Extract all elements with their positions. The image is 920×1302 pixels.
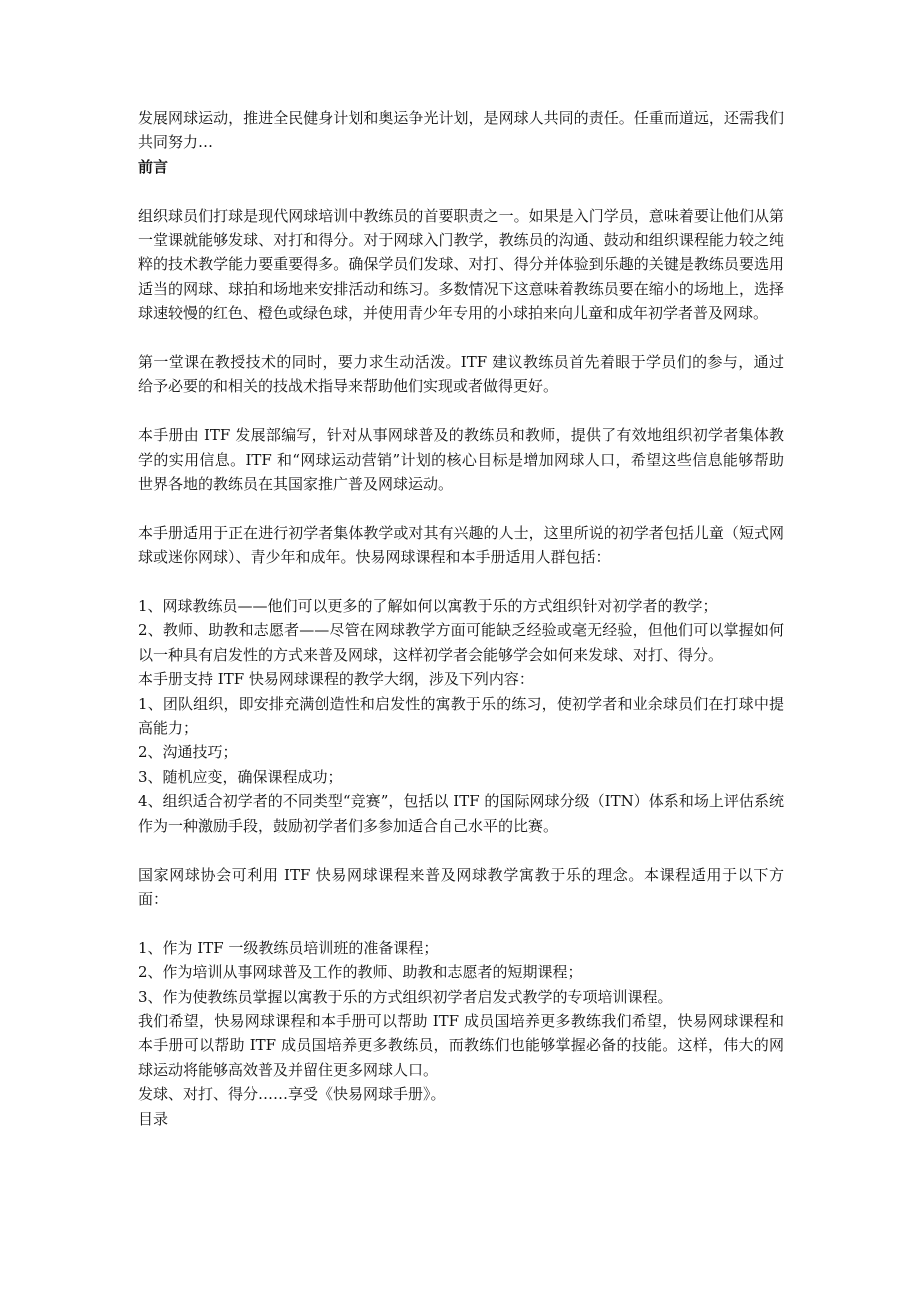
paragraph-3: 本手册由 ITF 发展部编写，针对从事网球普及的教练员和教师，提供了有效地组织初学者集体教学的实用信息。ITF 和“网球运动营销”计划的核心目标是增加网球人口，希望这些信息能够帮助世界各地的教练员在其国家推广普及网球运动。 [138, 426, 784, 494]
preface-heading: 前言 [138, 157, 169, 176]
paragraph-gap [138, 911, 784, 935]
paragraph-2: 第一堂课在教授技术的同时，要力求生动活泼。ITF 建议教练员首先着眼于学员们的参与，通过给予必要的和相关的技战术指导来帮助他们实现或者做得更好。 [138, 353, 784, 396]
paragraph-1: 组织球员们打球是现代网球培训中教练员的首要职责之一。如果是入门学员，意味着要让他们从第一堂课就能够发球、对打和得分。对于网球入门教学，教练员的沟通、鼓动和组织课程能力较之纯粹的技术教学能力要重要得多。确保学员们发球、对打、得分并体验到乐趣的关键是教练员要选用适当的网球、球拍和场地来安排活动和练习。多数情况下这意味着教练员要在缩小的场地上，选择球速较慢的红色、橙色或绿色球，并使用青少年专用的小球拍来向儿童和成年初学者普及网球。 [138, 206, 784, 323]
paragraph-gap [138, 496, 784, 520]
closing-line: 发球、对打、得分……享受《快易网球手册》。 [138, 1085, 446, 1104]
syllabus-item-3: 3、随机应变，确保课程成功； [138, 767, 343, 786]
audience-item-1: 1、网球教练员——他们可以更多的了解如何以寓教于乐的方式组织针对初学者的教学； [138, 597, 718, 616]
paragraph-gap [138, 570, 784, 594]
paragraph-gap [138, 399, 784, 423]
syllabus-item-2: 2、沟通技巧； [138, 743, 238, 762]
document-page [138, 106, 784, 1131]
syllabus-item-4: 4、组织适合初学者的不同类型“竞赛”，包括以 ITF 的国际网球分级（ITN）体系和场上评估系统作为一种激励手段，鼓励初学者们多参加适合自己水平的比赛。 [138, 792, 784, 835]
usage-item-1: 1、作为 ITF 一级教练员培训班的准备课程； [138, 938, 439, 957]
paragraph-4: 本手册适用于正在进行初学者集体教学或对其有兴趣的人士，这里所说的初学者包括儿童（短式网球或迷你网球）、青少年和成年。快易网球课程和本手册适用人群包括： [138, 523, 784, 567]
syllabus-intro: 本手册支持 ITF 快易网球课程的教学大纲，涉及下列内容： [138, 670, 534, 689]
usage-item-3: 3、作为使教练员掌握以寓教于乐的方式组织初学者启发式教学的专项培训课程。 [138, 987, 673, 1006]
paragraph-6: 我们希望，快易网球课程和本手册可以帮助 ITF 成员国培养更多教练我们希望，快易网球课程和本手册可以帮助 ITF 成员国培养更多教练员，而教练们也能够掌握必备的技能。这样，伟大的网球运动将能够高效普及并留住更多网球人口。 [138, 1011, 784, 1079]
paragraph-gap [138, 326, 784, 350]
paragraph-gap [138, 838, 784, 862]
usage-item-2: 2、作为培训从事网球普及工作的教师、助教和志愿者的短期课程； [138, 963, 583, 982]
audience-item-2: 2、教师、助教和志愿者——尽管在网球教学方面可能缺乏经验或毫无经验，但他们可以掌握如何以一种具有启发性的方式来普及网球，这样初学者会能够学会如何来发球、对打、得分。 [138, 621, 784, 664]
intro-paragraph: 发展网球运动，推进全民健身计划和奥运争光计划，是网球人共同的责任。任重而道远，还需我们共同努力… [138, 109, 784, 152]
paragraph-gap [138, 179, 784, 203]
paragraph-5: 国家网球协会可利用 ITF 快易网球课程来普及网球教学寓教于乐的理念。本课程适用于以下方面： [138, 865, 784, 908]
toc-heading: 目录 [138, 1109, 169, 1128]
syllabus-item-1: 1、团队组织，即安排充满创造性和启发性的寓教于乐的练习，使初学者和业余球员们在打球中提高能力； [138, 694, 784, 738]
